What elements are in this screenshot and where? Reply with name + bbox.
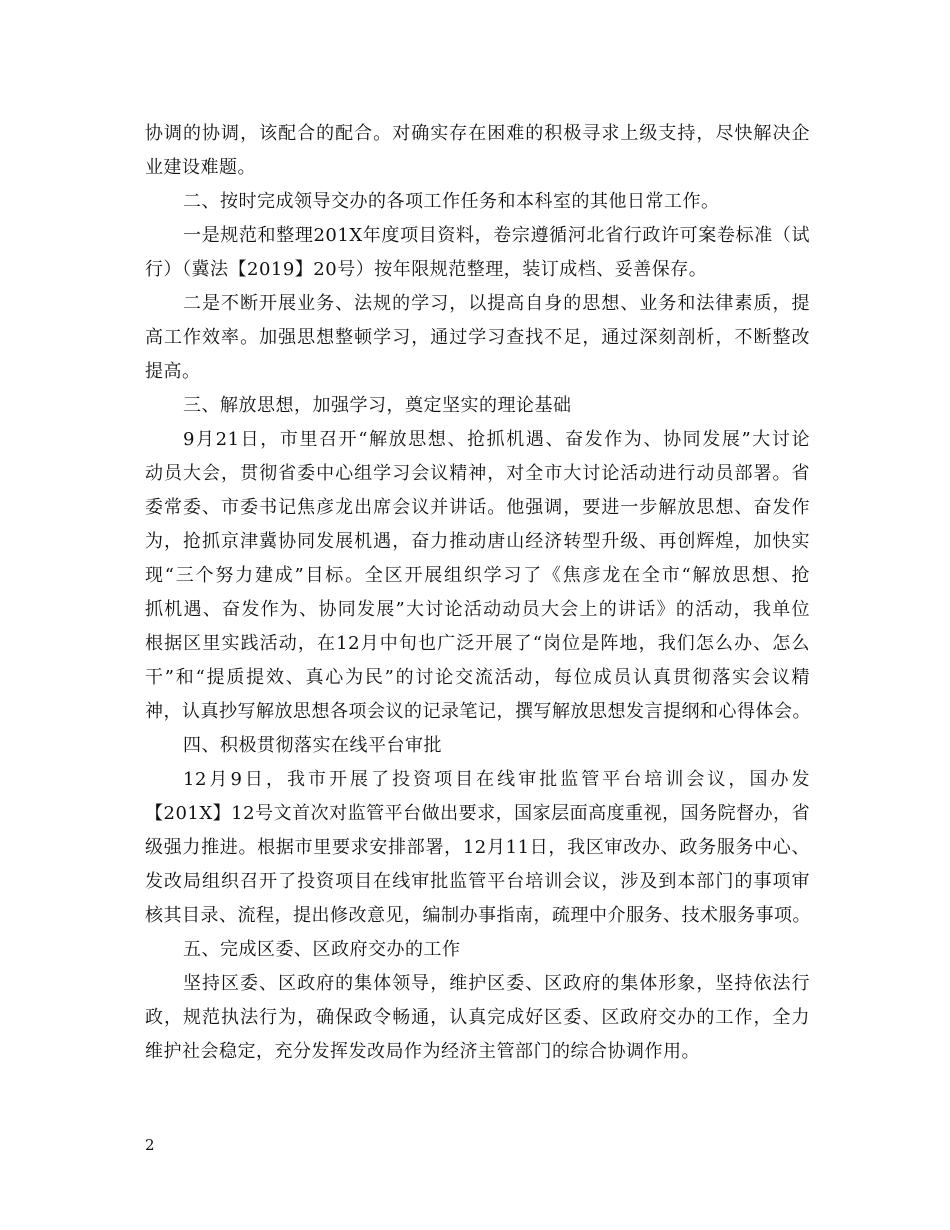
text-line: 干”和“提质提效、真心为民”的讨论交流活动，每位成员认真贯彻落实会议精 [145,667,810,688]
text-line: 动员大会，贯彻省委中心组学习会议精神，对全市大讨论活动进行动员部署。省 [145,463,810,484]
text-line: 业建设难题。 [145,157,256,178]
text-line: 级强力推进。根据市里要求安排部署，12月11日，我区审改办、政务服务中心、 [145,837,810,858]
page-number: 2 [145,1136,155,1154]
text-line: 抓机遇、奋发作为、协同发展”大讨论活动动员大会上的讲话》的活动，我单位 [145,599,810,620]
text-line: 为，抢抓京津冀协同发展机遇，奋力推动唐山经济转型升级、再创辉煌，加快实 [145,531,810,552]
text-line: 维护社会稳定，充分发挥发改局作为经济主管部门的综合协调作用。 [145,1041,700,1062]
text-line: 高工作效率。加强思想整顿学习，通过学习查找不足，通过深刻剖析，不断整改 [145,327,810,348]
text-line: 一是规范和整理201X年度项目资料，卷宗遵循河北省行政许可案卷标准（试 [183,225,810,246]
text-line: 三、解放思想，加强学习，奠定坚实的理论基础 [183,395,572,416]
text-line: 根据区里实践活动，在12月中旬也广泛开展了“岗位是阵地，我们怎么办、怎么 [145,633,810,654]
section-heading [145,185,810,219]
paragraph [145,967,810,1069]
section-heading [145,933,810,967]
text-line: 五、完成区委、区政府交办的工作 [183,939,461,960]
text-line: 行）（冀法【2019】20号）按年限规范整理，装订成档、妥善保存。 [145,259,708,280]
paragraph [145,287,810,389]
text-line: 提高。 [145,361,201,382]
paragraph [145,423,810,729]
paragraph [145,117,810,185]
text-line: 【201X】12号文首次对监管平台做出要求，国家层面高度重视，国务院督办，省 [145,803,811,824]
document-body [145,117,810,1069]
text-line: 坚持区委、区政府的集体领导，维护区委、区政府的集体形象，坚持依法行 [183,973,810,994]
text-line: 9月21日，市里召开“解放思想、抢抓机遇、奋发作为、协同发展”大讨论 [183,429,810,450]
text-line: 现“三个努力建成”目标。全区开展组织学习了《焦彦龙在全市“解放思想、抢 [145,565,810,586]
text-line: 12月9日，我市开展了投资项目在线审批监管平台培训会议，国办发 [183,769,810,790]
text-line: 四、积极贯彻落实在线平台审批 [183,735,442,756]
text-line: 二是不断开展业务、法规的学习，以提高自身的思想、业务和法律素质，提 [183,293,810,314]
text-line: 发改局组织召开了投资项目在线审批监管平台培训会议，涉及到本部门的事项审 [145,871,810,892]
section-heading [145,729,810,763]
text-line: 政，规范执法行为，确保政令畅通，认真完成好区委、区政府交办的工作，全力 [145,1007,810,1028]
paragraph [145,763,810,933]
text-line: 神，认真抄写解放思想各项会议的记录笔记，撰写解放思想发言提纲和心得体会。 [145,701,811,722]
text-line: 二、按时完成领导交办的各项工作任务和本科室的其他日常工作。 [183,191,720,212]
text-line: 委常委、市委书记焦彦龙出席会议并讲话。他强调，要进一步解放思想、奋发作 [145,497,810,518]
text-line: 核其目录、流程，提出修改意见，编制办事指南，疏理中介服务、技术服务事项。 [145,905,811,926]
paragraph [145,219,810,287]
section-heading [145,389,810,423]
text-line: 协调的协调，该配合的配合。对确实存在困难的积极寻求上级支持，尽快解决企 [145,123,810,144]
